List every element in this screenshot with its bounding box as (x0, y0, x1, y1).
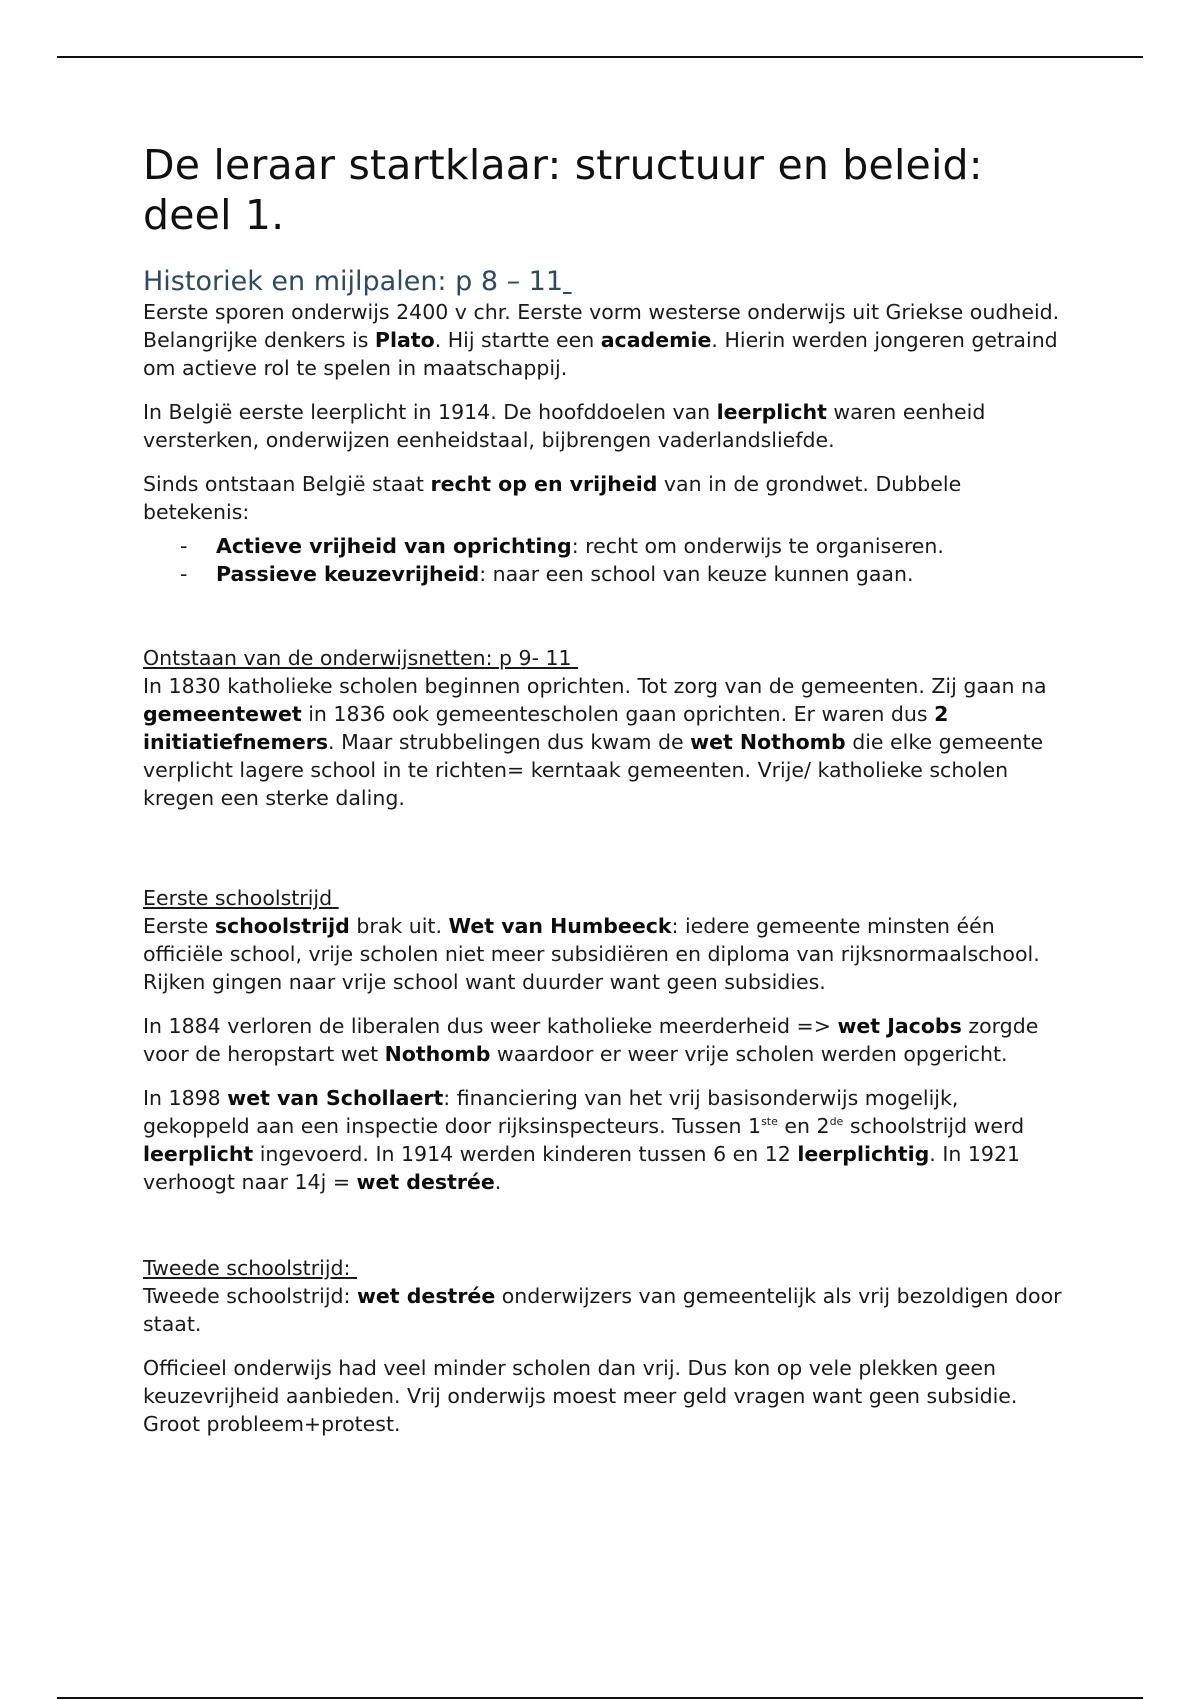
paragraph: Sinds ontstaan België staat recht op en vrijheid van in de grondwet. Dubbele betekenis: (143, 472, 962, 524)
footer-rule (57, 1697, 1143, 1699)
list-item: - Actieve vrijheid van oprichting: recht om onderwijs te organiseren. (216, 532, 1063, 560)
paragraph: In 1884 verloren de liberalen dus weer katholieke meerderheid => wet Jacobs zorgde voor de heropstart wet Nothomb waardoor er weer vrije scholen werden opgericht. (143, 1014, 1039, 1066)
section-heading-historiek (143, 266, 1063, 298)
paragraph: Eerste sporen onderwijs 2400 v chr. Eerste vorm westerse onderwijs uit Griekse oudheid. Belangrijke denkers is Plato. Hij startte een academie. Hierin werden jongeren getraind om actieve rol te spelen in maatschappij. (143, 300, 1060, 380)
document-body (143, 140, 1063, 1454)
page-title: De leraar startklaar: structuur en beleid: deel 1. (143, 141, 983, 239)
list-item: - Passieve keuzevrijheid: naar een school van keuze kunnen gaan. (216, 560, 1063, 588)
paragraph: Tweede schoolstrijd: wet destrée onderwijzers van gemeentelijk als vrij bezoldigen door staat. (143, 1284, 1062, 1336)
paragraph: In België eerste leerplicht in 1914. De hoofddoelen van leerplicht waren eenheid versterken, onderwijzen eenheidstaal, bijbrengen vaderlandsliefde. (143, 400, 986, 452)
paragraph: In 1898 wet van Schollaert: financiering van het vrij basisonderwijs mogelijk, gekoppeld aan een inspectie door rijksinspecteurs. Tussen 1ste en 2de schoolstrijd werd leerplicht ingevoerd. In 1914 werden kinderen tussen 6 en 12 leerplichtig. In 1921 verhoogt naar 14j = wet destrée. (143, 1086, 1025, 1194)
subheading-tweede-schoolstrijd: Tweede schoolstrijd: (143, 1256, 351, 1280)
subheading-onderwijsnetten: Ontstaan van de onderwijsnetten: p 9- 11 (143, 646, 572, 670)
paragraph: Eerste schoolstrijd brak uit. Wet van Humbeeck: iedere gemeente minsten één officiële school, vrije scholen niet meer subsidiëren en diploma van rijksnormaalschool. Rijken gingen naar vrije school want duurder want geen subsidies. (143, 914, 1040, 994)
header-rule (57, 56, 1143, 58)
section-heading-text: Historiek en mijlpalen: p 8 – 11 (143, 266, 564, 297)
subheading-eerste-schoolstrijd: Eerste schoolstrijd (143, 886, 333, 910)
bullet-list (143, 532, 1063, 588)
paragraph: In 1830 katholieke scholen beginnen oprichten. Tot zorg van de gemeenten. Zij gaan na gemeentewet in 1836 ook gemeentescholen gaan oprichten. Er waren dus 2 initiatiefnemers. Maar strubbelingen dus kwam de wet Nothomb die elke gemeente verplicht lagere school in te richten= kerntaak gemeenten. Vrije/ katholieke scholen kregen een sterke daling. (143, 674, 1047, 810)
paragraph: Officieel onderwijs had veel minder scholen dan vrij. Dus kon op vele plekken geen keuzevrijheid aanbieden. Vrij onderwijs moest meer geld vragen want geen subsidie. Groot probleem+protest. (143, 1356, 1018, 1436)
